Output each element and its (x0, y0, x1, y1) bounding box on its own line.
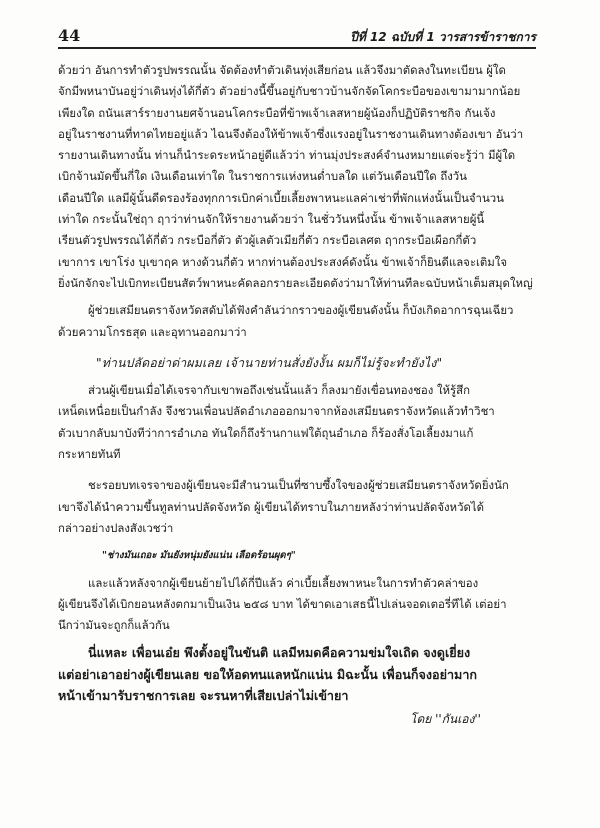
closing-paragraph (58, 642, 538, 706)
page-number: 44 (58, 26, 81, 45)
text-line: ส่วนผู้เขียนเมื่อได้เจรจากับเขาพอถึงเช่นนั้นแล้ว ก็ลงมายังเขื่อนทองชอง ให้รู้สึก (88, 383, 470, 398)
text-line: เขาจึงได้นำความขึ้นทูลท่านปลัดจังหวัด ผู้เขียนได้ทราบในภายหลังว่าท่านปลัดจังหวัดได้ (58, 499, 484, 514)
header-rule (58, 47, 536, 49)
text-line: หน้าเข้ามารับราชการเลย จะรนหาที่เสียเปล่าไม่เข้ายา (58, 688, 349, 704)
text-line: ตัวเบากลับมาบังทีว่าการอำเภอ ทันใดก็ถึงร้านกาแฟใต้ถุนอำเภอ ก็ร้องสั่งโอเลี้ยงมาแก้ (58, 425, 474, 440)
text-line: และแล้วหลังจากผู้เขียนย้ายไปได้กี่ปีแล้ว ค่าเบี้ยเลี้ยงพาหนะในการทำตัวคล่าของ (88, 575, 479, 590)
page-header (58, 22, 536, 48)
article-body (58, 60, 538, 706)
text-line: เบิกจ้านมัดขึ้นกี่ใด เงินเดือนเท่าใด ในราชการแห่งหนด่ำบลใด แต่วันเดือนปีใด ถึงวัน (58, 169, 467, 184)
text-line: ผู้ช่วยเสมียนตราจังหวัดสดับได้ฟังคำลันว่ากราวของผู้เขียนดังนั้น ก็บังเกิดอาการฉุนเฉียว (88, 303, 514, 318)
text-line: กระหายทันที (58, 447, 121, 462)
text-line: เท่าใด กระนั้นใช่ฤา ฤาว่าท่านจักให้รายงานด้วยว่า ในชั่ววันหนึ่งนั้น ข้าพเจ้าแลสหายผู้นี้ (58, 212, 485, 227)
text-line: ด้วยความโกรธสุด และอุทานออกมาว่า (58, 324, 247, 339)
running-head: ปีที่ 12 ฉบับที่ 1 วารสารข้าราชการ (350, 30, 536, 44)
text-line: กล่าวอย่างปลงสังเวชว่า (58, 520, 174, 535)
text-line: ยิ่งนักจักจะไปเบิกทะเบียนสัตว์พาหนะคัดลอกรายละเอียดตังว่ามาให้ท่านทีละฉบับหน้าเต็มสมุดใหญ่ (58, 275, 533, 290)
text-line: อยู่ในราชงานที่ทาดไทยอยู่แล้ว ไฉนจึงต้องให้ข้าพเจ้าซึ่งแรงอยู่ในราชงานเดินทางต้องเขา อันว่า (58, 126, 524, 141)
text-line: เรียนตัวรูปพรรณได้กี่ตัว กระบือกี่ตัว ตัวผู้เลตัวเมียกี่ตัว กระบือเลศต ฤากระบือเผือกกี่ตัว (58, 233, 477, 248)
text-line: นึกว่ามันจะถูกก็แล้วกัน (58, 618, 170, 633)
text-line: จักมีพหนาบันอยู่ว่าเดินทุ่งได้กี่ตัว ตัวอย่างนี้ขึ้นอยู่กับชาวบ้านจักจัดโคกระบือของเขามามากน้อย (58, 84, 521, 99)
text-line: แต่อย่าเอาอย่างผู้เขียนเลย ขอให้อดทนแลหนักแน่น มิฉะนั้น เพื่อนก็จงอย่ามาก (58, 666, 478, 682)
quoted-speech: "ท่านปลัดอย่าด่าผมเลย เจ้านายท่านสั่งยังงั้น ผมก็ไม่รู้จะทำยังไง" (96, 355, 443, 370)
text-line: เหน็ดเหนื่อยเป็นกำลัง จึงชวนเพื่อนปลัดอำเภอออกมาจากห้องเสมียนตราจังหวัดแล้วทำวิชา (58, 404, 495, 419)
author-signature: โดย ''กันเอง'' (410, 712, 481, 726)
text-line: ชะรอยบทเจรจาของผู้เขียนจะมีสำนวนเป็นที่ซาบซึ้งใจของผู้ช่วยเสมียนตราจังหวัดยิ่งนัก (88, 478, 509, 493)
text-line: เขาการ เขาโร่ง บุเขาฤค หางด้วนกี่ตัว หากท่านต้องประสงค์ดังนั้น ข้าพเจ้าก็ยินดีแลจะเติมใจ (58, 254, 508, 269)
text-line: ผู้เขียนจึงได้เบิกยอนหลังตกมาเป็นเงิน ๒๕๘ บาท ได้ขาดเอาเสธนี้ไปเล่นจอดเตอรี่ทีได้ เต่อย่า (58, 596, 507, 611)
text-line: เพียงใด ถนันเสาร์รายงานยศจ้านอนโคกระบือที่ข้าพเจ้าเลสหายผู้น้องก็ปฏิบัติราชกิจ กันเจ้ง (58, 105, 496, 120)
quoted-speech-small: "ช่างมันเถอะ มันยังหนุ่มยังแน่น เลือดร้อนผุดๆ" (102, 550, 296, 562)
text-line: ด้วยว่า อันการทำตัวรูปพรรณนั้น จัดต้องทำตัวเดินทุ่งเสียก่อน แล้วจึงมาตัดลงในทะเบียน ผู้ใด (58, 63, 506, 77)
text-line: รายงานเดินทางนั้น ท่านก็นำระดระหน้าอยู่ดีแล้วว่า ท่านมุ่งประสงค์จำนงหมายแต่จะรู้ว่า มีผู้ใด (58, 148, 516, 163)
text-line: นี่แหละ เพื่อนเอ๋ย พึงตั้งอยู่ในขันติ แลมีหมดคือความข่มใจเถิด จงดูเยี่ยง (88, 645, 471, 661)
text-line: เดือนปีใด แลมีผู้นั้นดีดรองร้องทุกการเบิกค่าเบี้ยเลี้ยงพาหนะแลค่าเช่าที่พักแห่งนั้นเป็นจำนวน (58, 190, 504, 205)
